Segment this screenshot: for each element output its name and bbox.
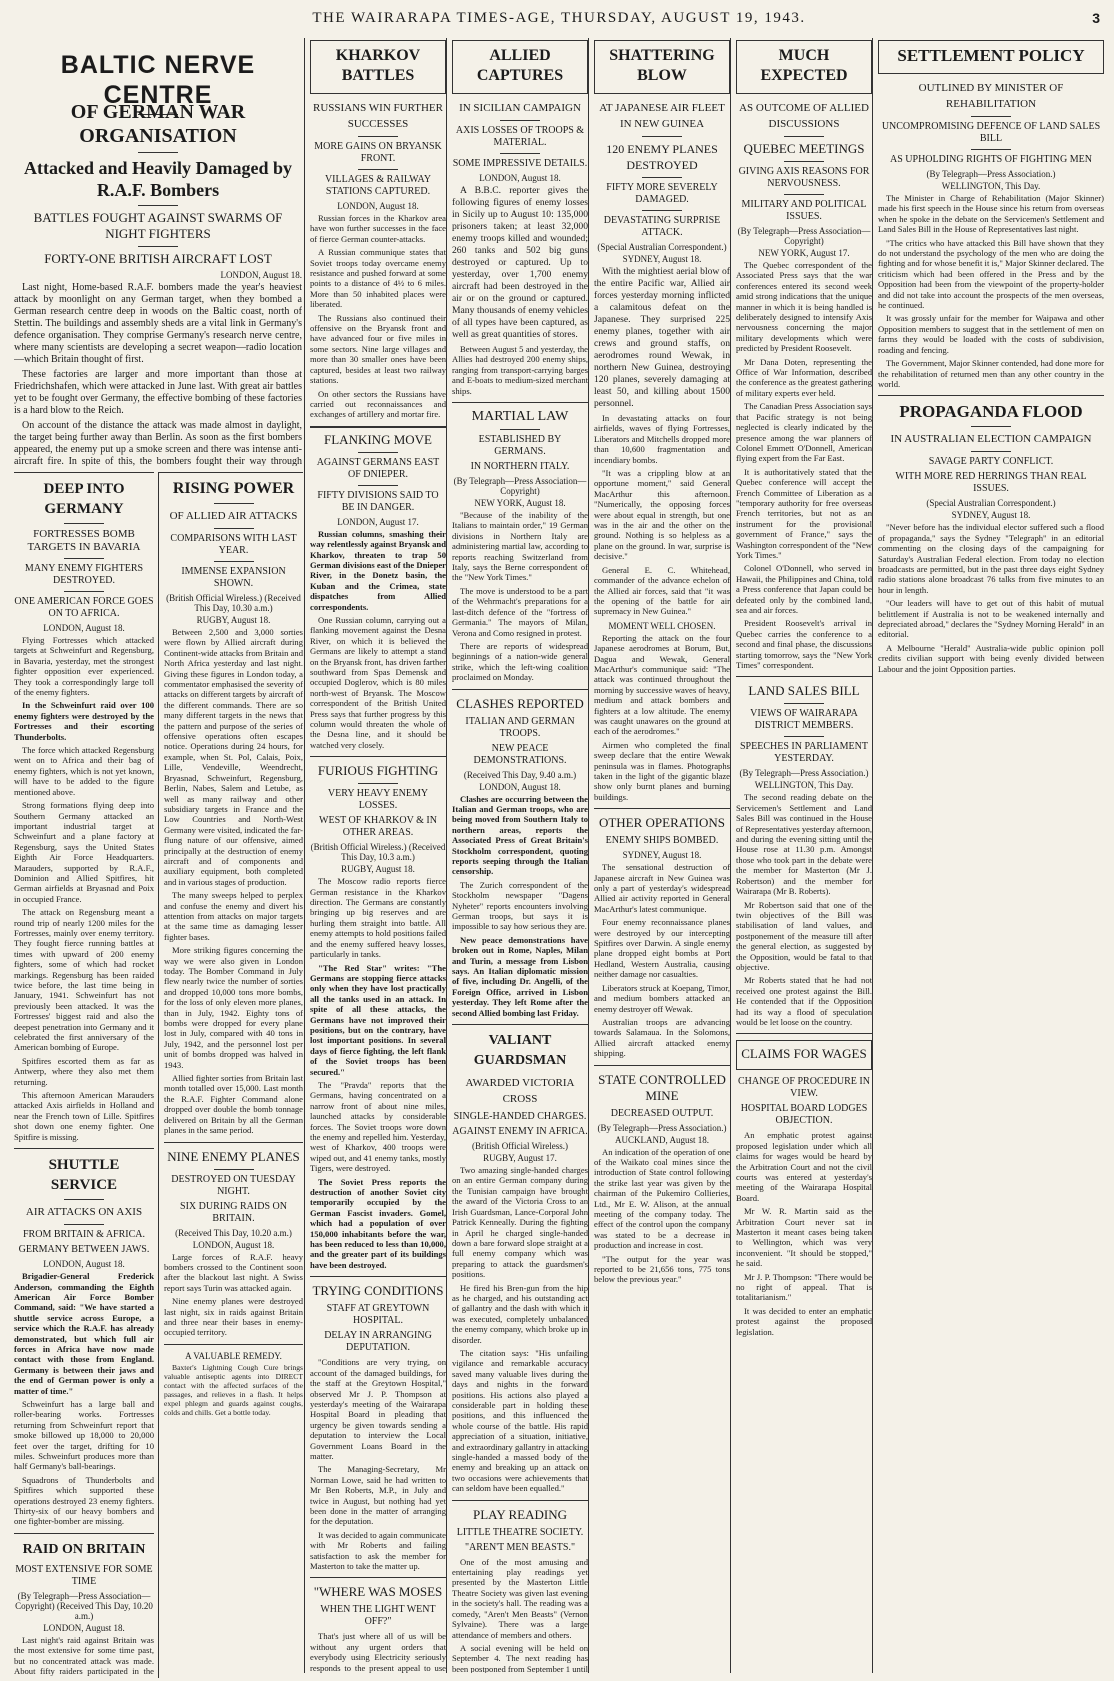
shattering-deck4: DEVASTATING SURPRISE ATTACK. (603, 215, 721, 238)
other-dateline: SYDNEY, August 18. (622, 850, 702, 861)
clashes-paragraph: Clashes are occurring between the Italian and German troops, who are being moved from Southern Italy to northern areas, reports the Associated Press of Great Britain's Stockholm correspondent, quoting reports seeping through the Italian censorship. (452, 793, 588, 877)
settlement-paragraph: "The critics who have attacked this Bill have shown that they do not understand the psychology of the men who are doing the fighting and for whose benefit it is," Major Skinner declared. The criticism which had been offered in the Press and by the Opposition had been from the viewpoint of the property-holder and did not take into account the prospects of the men overseas, he continued. (878, 237, 1104, 311)
nine-deck1: DESTROYED ON TUESDAY NIGHT. (171, 1173, 296, 1197)
divider (358, 169, 398, 170)
divider (214, 1169, 254, 1170)
propaganda-deck1: IN AUSTRALIAN ELECTION CAMPAIGN (890, 433, 1092, 446)
expected-paragraph: Mr Dana Doten, representing the Office of War Information, described the conference as the greatest gathering of military experts ever held. (736, 356, 872, 398)
page-number: 3 (1092, 10, 1100, 26)
nine-paragraph: Large forces of R.A.F. heavy bombers crossed to the Continent soon after the blackout last night. A Swiss report says Turin was attacked again. (164, 1251, 303, 1293)
trying-deck1: STAFF AT GREYTOWN HOSPITAL. (326, 1303, 430, 1327)
clashes-deck2: NEW PEACE DEMONSTRATIONS. (473, 742, 567, 766)
deep-paragraph: In the Schweinfurt raid over 100 enemy fighters were destroyed by the Fortresses and their escorting Thunderbolts. (14, 700, 154, 742)
claims-box (736, 1040, 872, 1070)
expected-deck4: MILITARY AND POLITICAL ISSUES. (741, 199, 867, 222)
divider (64, 558, 104, 559)
valiant-deck1: AWARDED VICTORIA CROSS (465, 1077, 575, 1106)
kharkov-headline: KHARKOV BATTLES (335, 47, 421, 84)
divider (500, 120, 540, 121)
trying-paragraph: "Conditions are very trying, on account of the damaged buildings, for the staff at the Greytown Hospital," observed Mr J. P. Thompson at yesterday's meeting of the Wairarapa Hospital Board in pleading that urgency be given towards sending a deputation to interview the Local Government Loans Board in the matter. (310, 1357, 446, 1461)
shattering-paragraph: In devastating attacks on four airfields, waves of flying Fortresses, Liberators and Mitchells dropped more than 10,600 fragmentation and incendiary bombs. (594, 413, 730, 465)
divider (164, 1344, 303, 1345)
kharkov-deck2: MORE GAINS ON BRYANSK FRONT. (314, 141, 442, 164)
divider (64, 591, 104, 592)
shattering-deck2: 120 ENEMY PLANES DESTROYED (606, 142, 718, 172)
propaganda-paragraph: A Melbourne "Herald" Australia-wide public opinion poll credits civilian support with being evenly divided between Labour and the joint Opposition parties. (878, 642, 1104, 674)
divider (214, 503, 254, 504)
divider (164, 1142, 303, 1143)
kharkov-box (310, 40, 446, 94)
raid-wire: (By Telegraph—Press Association—Copyright) (Received This Day, 10.20 a.m.) (15, 1590, 153, 1621)
trying-deck2: DELAY IN ARRANGING DEPUTATION. (324, 1330, 432, 1354)
settlement-paragraph: The Minister in Charge of Rehabilitation (Major Skinner) made his first speech in the House since his return from overseas when he spoke in the debate on the Servicemen's Settlement and Land Sales Bill in the House of Representatives last night. (878, 193, 1104, 235)
rising-dateline: RUGBY, August 18. (196, 615, 271, 625)
divider (642, 136, 682, 137)
play-headline: PLAY READING (472, 1506, 567, 1522)
trying-paragraph: It was decided to again communicate with Mr Roberts and failing satisfaction to ask the member for Masterton to take the matter up. (310, 1529, 446, 1571)
valiant-dateline: RUGBY, August 17. (483, 1153, 557, 1164)
divider (971, 451, 1011, 452)
divider (971, 149, 1011, 150)
baltic-dateline: LONDON, August 18. (220, 270, 302, 280)
settlement-headline: SETTLEMENT POLICY (897, 46, 1085, 65)
captures-dateline: LONDON, August 18. (479, 173, 561, 183)
landsales-wire: (By Telegraph—Press Association.) (739, 768, 869, 779)
deep-paragraph: Spitfires escorted them as far as Antwerp, where they also met them returning. (14, 1055, 154, 1087)
baltic-headline: BALTIC NERVE CENTRE (60, 51, 256, 109)
claims-paragraph: An emphatic protest against proposed legislation under which all claims for wages would be heard by the Arbitration Court and not the civil courts was entered at yesterday's meeting of the Wairarapa Hospital Board. (736, 1130, 872, 1203)
clashes-deck1: ITALIAN AND GERMAN TROOPS. (465, 715, 575, 739)
divider (358, 136, 398, 137)
other-paragraph: Liberators struck at Koepang, Timor, and medium bombers attacked an enemy destroyer off Wewak. (594, 982, 730, 1014)
divider (64, 1199, 104, 1200)
deep-paragraph: The attack on Regensburg meant a round trip of nearly 1200 miles for the Fortresses, mainly over enemy territory. They fought fierce running battles at times with upward of 200 enemy fighters, some of which had rocket markings. Regensburg has been raided twice before, the last time being in January, 1941. Schweinfurt has not previously been attacked. It was the Fortresses' biggest raid and also the deepest penetration into Germany and it celebrated the first anniversary of the American bombing of Europe. (14, 907, 154, 1053)
propaganda-headline: PROPAGANDA FLOOD (899, 402, 1083, 422)
captures-paragraph: A B.B.C. reporter gives the following figures of enemy losses in Sicily up to August 10: 135,000 prisoners taken; at least 32,000 enemy troops killed and wounded; 260 tanks and 502 big guns destroyed or captured. Up to yesterday, over 1,700 enemy aircraft had been destroyed in the air or on the ground or captured. Many thousands of enemy vehicles of all types have been captured, as well as great quantities of stores. (452, 185, 588, 340)
furious-deck1: VERY HEAVY ENEMY LOSSES. (327, 788, 429, 812)
baltic-paragraph: Last night, Home-based R.A.F. bombers made the year's heaviest attack by moonlight on any German target, when they bombed a German research centre deep in woods on the Baltic coast, north of Stettin. The buildings and assembly sheds are a vital link in Germany's defence organisation. They comprise Germany's research nerve centre, where many scientists are developing a secret weapon—radio location—which Britain thought of first. (14, 282, 302, 365)
propaganda-deck2: SAVAGE PARTY CONFLICT. (928, 456, 1054, 468)
moment-headline: MOMENT WELL CHOSEN. (608, 620, 716, 631)
shuttle-headline: SHUTTLE SERVICE (48, 1157, 120, 1194)
other-paragraph: Four enemy reconnaissance planes were destroyed by our intercepting Spitfires over Darwin. A single enemy plane dropped eight bombs at Port Hedland, Western Australia, causing neither damage nor casualties. (594, 917, 730, 980)
shuttle-dateline: LONDON, August 18. (43, 1259, 125, 1270)
valiant-paragraph: The citation says: "His unfailing vigilance and remarkable accuracy saved many valuable lives during the days and nights in the forward positions. His actions also played a considerable part in holding these positions, and this influenced the whole course of the battle. His rapid appreciation of a situation, initiative, and extraordinary gallantry in attacking single-handed a massed body of the enemy and breaking up an attack on two occasions were achievements that can seldom have been equalled." (452, 1347, 588, 1494)
trying-headline: TRYING CONDITIONS (312, 1283, 444, 1299)
divider (642, 210, 682, 211)
deep-paragraph: Strong formations flying deep into Southern Germany attacked an important industrial target at Schweinfurt and a plane factory at Regensburg, says the United States Eighth Air Force Headquarters. Marauders, supported by R.A.F., Dominion and Allied Spitfires, hit German airfields at Bryasnad and Poix in occupied France. (14, 800, 154, 904)
claims-paragraph: Mr W. R. Martin said as the Arbitration Court never sat in Masterton it meant cases being taken to Wellington, which was very inconvenient. "It should be stopped," he said. (736, 1206, 872, 1269)
play-deck1: LITTLE THEATRE SOCIETY. (456, 1526, 584, 1538)
captures-box (452, 40, 588, 94)
expected-paragraph: President Roosevelt's arrival in Quebec carries the conference to a second and final phase, the discussions starting tomorrow, says the "New York Times" correspondent. (736, 618, 872, 671)
masthead (14, 8, 1104, 28)
divider (214, 561, 254, 562)
landsales-headline: LAND SALES BILL (748, 683, 860, 699)
rising-deck2: COMPARISONS WITH LAST YEAR. (170, 533, 297, 556)
masthead-title: THE WAIRARAPA TIMES-AGE, THURSDAY, AUGUST 19, 1943. (312, 10, 806, 26)
landsales-paragraph: Mr Roberts stated that he had not received one protest against the Bill. He contended that if the Opposition had its way a flood of speculation would be let loose on the country. (736, 975, 872, 1027)
divider (784, 161, 824, 162)
captures-deck2: AXIS LOSSES OF TROOPS & MATERIAL. (455, 125, 585, 148)
claims-deck2: HOSPITAL BOARD LODGES OBJECTION. (740, 1103, 868, 1127)
raid-headline: RAID ON BRITAIN (22, 1541, 146, 1557)
divider (452, 1024, 588, 1025)
rising-paragraph: More striking figures concerning the way we were also given in London today. The Bomber Command in July flew nearly twice the number of sorties and dropped 10,000 tons more bombs, for the loss of only eleven more planes, than in July, 1942. Eighty tons of bombs were dropped for every plane lost in July, compared with 40 tons in July, 1942, and the personnel lost per unit of bombs dropped was halved in 1943. (164, 945, 303, 1070)
clashes-wire: (Received This Day, 9.40 a.m.) (463, 769, 577, 780)
other-paragraph: The sensational destruction of Japanese aircraft in New Guinea was only a part of yesterday's widespread Allied air activity reported in General MacArthur's latest communique. (594, 862, 730, 914)
rising-deck1: OF ALLIED AIR ATTACKS (169, 510, 298, 522)
furious-paragraph: The "Pravda" reports that the Germans, having concentrated on a narrow front of about nine miles, launched attacks by considerable forces. The Soviet troops wore down the enemy and repelled him. Yesterday, west of Kharkov, 400 troops were wiped out, and 41 enemy tanks, mostly Tigers, were destroyed. (310, 1079, 446, 1174)
shuttle-paragraph: Schweinfurt has a large ball and roller-bearing works. Fortresses returning from Schweinfurt report that smoke billowed up 18,000 to 20,000 feet over the target, drifting for 10 miles. Schweinfurt produces more than half Germany's ball-bearings. (14, 1398, 154, 1472)
column-shattering (588, 38, 730, 1673)
valiant-headline: VALIANT GUARDSMAN (473, 1033, 567, 1069)
nine-deck2: SIX DURING RAIDS ON BRITAIN. (180, 1200, 287, 1224)
settlement-paragraph: The Government, Major Skinner contended, had done more for the rehabilitation of returned men than any other country in the world. (878, 358, 1104, 389)
flanking-deck1: AGAINST GERMANS EAST OF DNIEPER. (316, 456, 440, 480)
play-paragraph: One of the most amusing and entertaining play readings yet presented by the Masterton Little Theatre Society was given last evening in the society's hall. The reading was a comedy, "Aren't Men Beasts" (Vernon Sylvaine). There was a large attendance of members and others. (452, 1556, 588, 1640)
propaganda-dateline: SYDNEY, August 18. (951, 510, 1031, 521)
deep-headline: DEEP INTO GERMANY (43, 481, 125, 517)
divider (736, 1033, 872, 1034)
nine-headline: NINE ENEMY PLANES (167, 1148, 300, 1164)
column-settlement (872, 38, 1104, 1673)
divider (594, 1065, 730, 1066)
trying-paragraph: The Managing-Secretary, Mr Norman Lowe, said he had written to Mr Ben Roberts, M.P., in July and twice in August, but nothing had yet been done in the matter of arranging for the deputation. (310, 1464, 446, 1527)
shattering-paragraph: General E. C. Whitehead, commander of the advance echelon of the Allied air forces, said that "it was the opening of the battle for air supremacy in New Guinea." (594, 564, 730, 617)
shattering-dateline: SYDNEY, August 18. (622, 254, 702, 264)
divider (784, 736, 824, 737)
rising-headline: RISING POWER (172, 480, 295, 497)
furious-paragraph: The Moscow radio reports fierce German resistance in the Kharkov direction. The Germans are constantly bringing up big reserves and are hurling them straight into battle. All enemy attempts to hold positions failed and the enemy suffered heavy losses, particularly in tanks. (310, 876, 446, 960)
state-headline: STATE CONTROLLED MINE (598, 1071, 726, 1103)
play-paragraph: A social evening will be held on September 4. The next reading has been postponed from September 1 until (452, 1642, 588, 1673)
flanking-deck2: FIFTY DIVISIONS SAID TO BE IN DANGER. (317, 489, 439, 513)
divider (310, 1276, 446, 1277)
nine-wire: (Received This Day, 10.20 a.m.) (175, 1227, 292, 1238)
flanking-paragraph: One Russian column, carrying out a flanking movement against the Desna River, on which it is believed the Germans are likely to attempt a stand on the Bryansk front, has driven farther southward from Spas Demensk and occupied Doglerov, which is 80 miles north-west of Bryansk. The Moscow correspondent of the British United Press says that further progress by this column would threaten the whole of the Desna line, and it should be watched very closely. (310, 614, 446, 750)
shattering-deck3: FIFTY MORE SEVERELY DAMAGED. (606, 182, 718, 205)
expected-box (736, 40, 872, 94)
shattering-deck1: AT JAPANESE AIR FLEET IN NEW GUINEA (599, 102, 725, 130)
state-wire: (By Telegraph—Press Association.) (597, 1122, 727, 1133)
deep-dateline: LONDON, August 18. (43, 623, 125, 633)
martial-paragraph: The move is understood to be a part of the Wehrmacht's preparations for a last-ditch defence of the "fortress of Germania." The mayors of Milan, Verona and Como resigned in protest. (452, 585, 588, 638)
baltic-paragraph: These factories are larger and more important than those at Friedrichshafen, which were attacked in June last. With great air battles yet to be fought over Germany, the effective bombing of these factories is a hard blow to the Reich. (14, 369, 302, 416)
moses-deck1: WHEN THE LIGHT WENT OFF?" (320, 1604, 436, 1628)
claims-headline: CLAIMS FOR WAGES (741, 1046, 867, 1062)
deep-paragraph: This afternoon American Marauders attacked Axis airfields in Holland and near the French town of Lille. Spitfires shot down one enemy fighter. One Spitfire is missing. (14, 1090, 154, 1142)
captures-paragraph: Between August 5 and yesterday, the Allies had destroyed 200 enemy ships, ranging from transport-carrying barges and E-boats to medium-sized merchant ships. (452, 344, 588, 396)
baltic-paragraph: On account of the distance the attack was made almost in daylight, the target being further away than Berlin. As soon as the first bombers appeared, the enemy put up a smoke screen and there was intense anti-aircraft fire. In spite of this, the bombers fought their way through (14, 420, 302, 466)
landsales-deck2: SPEECHES IN PARLIAMENT YESTERDAY. (740, 741, 868, 765)
kharkov-paragraph: Russian forces in the Kharkov area have won further successes in the face of fierce German counter-attacks. (310, 213, 446, 244)
divider (358, 783, 398, 784)
kharkov-deck3: VILLAGES & RAILWAY STATIONS CAPTURED. (324, 174, 432, 197)
baltic-deck3: BATTLES FOUGHT AGAINST SWARMS OF NIGHT FIGHTERS (33, 210, 283, 241)
column-deep (14, 472, 154, 1678)
raid-deck1: MOST EXTENSIVE FOR SOME TIME (15, 1563, 153, 1587)
expected-headline: MUCH EXPECTED (760, 47, 848, 84)
expected-wire: (By Telegraph—Press Association—Copyright) (737, 226, 871, 246)
valiant-paragraph: He fired his Bren-gun from the hip as he charged, and his outstanding act of gallantry and the dash with which it was executed, completely unbalanced the enemy company, which broke up in disorder. (452, 1282, 588, 1345)
divider (64, 523, 104, 524)
column-expected (730, 38, 872, 1673)
deep-deck2: MANY ENEMY FIGHTERS DESTROYED. (24, 563, 144, 586)
rising-paragraph: Between 2,500 and 3,000 sorties were flown by Allied aircraft during Continent-wide attacks from Britain and North Africa yesterday and last night. Giving these figures in London today, a commentator emphasised the severity of attacks on different targets by aircraft of the different commands. There are so many different targets in the news that the pattern and purpose of the series of offensive operations often escapes notice. Operations during 24 hours, for example, when St. Pol, Calais, Poix, Lille, Vendeville, Weendrecht, Bryasnad, Schweinfurt, Regensburg, Berlin, Nabes, Salem and Letube, as well as many railway and other subsidiary targets in France and the Low Countries and North-West Germany were visited, indicated the far-flung nature of our offensive, aimed principally at the destruction of enemy aircraft and of components and auxiliary equipment, both completed and in various stages of production. (164, 627, 303, 887)
divider (358, 452, 398, 453)
settlement-box (878, 40, 1104, 74)
state-dateline: AUCKLAND, August 18. (614, 1134, 709, 1145)
divider (500, 153, 540, 154)
deep-deck3: ONE AMERICAN FORCE GOES ON TO AFRICA. (14, 596, 154, 619)
clashes-headline: CLASHES REPORTED (456, 695, 584, 711)
divider (971, 116, 1011, 117)
moment-paragraph: Airmen who completed the final sweep declare that the entire Wewak peninsula was in flames. Photographs taken in the light of the gigantic blaze show only burnt planes and burning buildings. (594, 739, 730, 802)
flanking-dateline: LONDON, August 17. (337, 516, 419, 527)
shuttle-deck1: AIR ATTACKS ON AXIS (25, 1206, 143, 1219)
baltic-deck2: Attacked and Heavily Damaged by R.A.F. Bombers (23, 158, 292, 200)
captures-deck1: IN SICILIAN CAMPAIGN (459, 102, 581, 114)
divider (214, 528, 254, 529)
divider (310, 1577, 446, 1578)
remedy-title: A VALUABLE REMEDY. (185, 1350, 282, 1361)
divider (594, 808, 730, 809)
divider (64, 1224, 104, 1225)
divider (878, 395, 1104, 396)
remedy-text: Baxter's Lightning Cough Cure brings valuable antiseptic agents into DIRECT contact with the affected surfaces of the passages, and relieves in a flash. It helps expel phlegm and guards against coughs, colds and chills. Get a bottle today. (164, 1362, 303, 1417)
furious-deck2: WEST OF KHARKOV & IN OTHER AREAS. (319, 815, 437, 839)
claims-deck1: CHANGE OF PROCEDURE IN VIEW. (738, 1076, 870, 1100)
propaganda-deck3: WITH MORE RED HERRINGS THAN REAL ISSUES. (895, 471, 1087, 495)
martial-paragraph: There are reports of widespread beginnings of a nation-wide general strike, which the left-wing coalition proclaimed on Monday. (452, 640, 588, 683)
claims-paragraph: It was decided to enter an emphatic protest against the proposed legislation. (736, 1305, 872, 1337)
flanking-headline: FLANKING MOVE (324, 431, 432, 447)
divider (784, 703, 824, 704)
moment-paragraph: Reporting the attack on the four Japanese aerodromes at Borum, But, Dagua and Wewak, General MacArthur's communique said: "The attack was continued throughout the morning by successive waves of heavy, medium and attack bombers and fighters at a low altitude. The enemy was caught unawares on the ground at each of the aerodromes." (594, 632, 730, 737)
moses-paragraph: That's just where all of us will be without any urgent orders that everybody using Electricity seriously responds to the present appeal to use (310, 1631, 446, 1673)
martial-deck1: ESTABLISHED BY GERMANS. (478, 434, 562, 458)
shattering-paragraph: With the mightiest aerial blow of the entire Pacific war, Allied air forces yesterday morning inflicted a calamitous defeat on the Japanese. They surprised 225 enemy planes, together with air crews and ground staffs, on aerodromes round Wewak, in northern New Guinea, destroying 120 planes, severely damaging at least 50, and killing about 1500 personnel. (594, 266, 730, 409)
martial-paragraph: "Because of the inability of the Italians to maintain order," 19 German divisions in Northern Italy are administering martial law, according to reports reaching Switzerland from Italy, says the Berne correspondent of the "New York Times." (452, 510, 588, 583)
divider (138, 205, 178, 206)
furious-paragraph: "The Red Star" writes: "The Germans are stopping fierce attacks only when they have lost practically all the tanks used in an attack. In spite of all these attacks, the Germans have not improved their positions, but on the contrary, have lost important positions. In several days of fierce fighting, the left flank of the Soviet troops has been secured." (310, 962, 446, 1077)
furious-dateline: RUGBY, August 18. (341, 864, 415, 875)
state-paragraph: An indication of the operation of one of the Waikato coal mines since the introduction of State control following the strike last year was given by the chairman of the Pukemiro Collieries, Ltd., Mr E. W. Alison, at the annual meeting of the company today. The effect of the control upon the company was stated to be a decrease in production and increase in cost. (594, 1146, 730, 1251)
settlement-wire: (By Telegraph—Press Association.) (926, 169, 1056, 179)
martial-dateline: NEW YORK, August 18. (474, 498, 566, 509)
expected-dateline: NEW YORK, August 17. (758, 248, 850, 258)
divider (452, 1500, 588, 1501)
claims-paragraph: Mr J. P. Thompson: "There would be no right of appeal. That is totalitarianism." (736, 1271, 872, 1303)
shattering-wire: (Special Australian Correspondent.) (597, 242, 727, 252)
furious-wire: (British Official Wireless.) (Received This Day, 10.3 a.m.) (310, 842, 446, 863)
expected-paragraph: Colonel O'Donnell, who served in Hawaii, the Philippines and China, told a Press conference that Japan could be defeated only by the combined land, sea and air forces. (736, 563, 872, 615)
shuttle-deck3: GERMANY BETWEEN JAWS. (18, 1244, 150, 1256)
baltic-deck4: FORTY-ONE BRITISH AIRCRAFT LOST (44, 251, 272, 266)
divider (138, 246, 178, 247)
deep-paragraph: Flying Fortresses which attacked targets at Schweinfurt and Regensburg, in Bavaria, yesterday, met the strongest fighter opposition ever experienced. They took a correspondingly large toll of the enemy fighters. (14, 635, 154, 698)
expected-paragraph: It is authoritatively stated that the Quebec conference will accept the French Committee of Liberation as a "temporary authority for free overseas French territories, but not as an instrument for the provisional government of France," says the Washington correspondent of the "New York Times." (736, 466, 872, 560)
divider (784, 194, 824, 195)
rising-deck3: IMMENSE EXPANSION SHOWN. (181, 566, 286, 589)
furious-paragraph: The Soviet Press reports the destruction of another Soviet city temporarily occupied by the German Fascist invaders. Gomel, which had a population of over 150,000 inhabitants before the war, has been reduced to less than 10,000, and the greater part of its buildings have been destroyed. (310, 1176, 446, 1270)
raid-paragraph: Last night's raid against Britain was the most extensive for some time past, but no concentrated attack was made. About fifty raiders participated in the (14, 1634, 154, 1677)
expected-deck2: QUEBEC MEETINGS (743, 141, 865, 156)
valiant-paragraph: Two amazing single-handed charges on an entire German company during the Tunisian campaign have brought the award of the Victoria Cross to an Irish Guardsman, Lance-Corporal John Patrick Kenneally. During the fighting in April he charged single-handed down a bare forward slope straight at a full enemy company which was preparing to attack the guardsmen's positions. (452, 1165, 588, 1280)
clashes-dateline: LONDON, August 18. (479, 781, 561, 792)
divider (736, 676, 872, 677)
divider (784, 136, 824, 137)
valiant-deck3: AGAINST ENEMY IN AFRICA. (452, 1126, 588, 1138)
divider (14, 1533, 154, 1534)
propaganda-wire: (Special Australian Correspondent.) (926, 498, 1056, 509)
deep-deck1: FORTRESSES BOMB TARGETS IN BAVARIA (27, 528, 141, 553)
shuttle-paragraph: Squadrons of Thunderbolts and Spitfires which supported these operations destroyed 23 enemy fighters. Thirty-six of our heavy bombers and one fighter-bomber are missing. (14, 1474, 154, 1527)
settlement-deck1: OUTLINED BY MINISTER OF REHABILITATION (918, 82, 1064, 110)
nine-dateline: LONDON, August 18. (192, 1239, 275, 1250)
kharkov-paragraph: A Russian communique states that Soviet troops today overcame enemy resistance and pushed forward at some points to a distance of 4½ to 6 miles. More than 50 inhabited places were liberated. (310, 247, 446, 310)
divider (500, 429, 540, 430)
state-paragraph: "The output for the year was reported to be 21,656 tons, 775 tons below the previous year." (594, 1253, 730, 1285)
rising-wire: (British Official Wireless.) (Received This Day, 10.30 a.m.) (166, 593, 301, 613)
clashes-paragraph: The Zurich correspondent of the Stockholm newspaper "Dagens Nyheter" reports encounters involving German troops, but says it is impossible to say how serious they are. (452, 879, 588, 932)
divider (971, 426, 1011, 427)
state-deck1: DECREASED OUTPUT. (610, 1107, 714, 1119)
other-deck1: ENEMY SHIPS BOMBED. (605, 835, 719, 847)
expected-paragraph: The Canadian Press Association says that Pacific strategy is not being neglected is clearly indicated by the presence among the war planners of Colonel Emmett O'Donnell, American flying expert from the Far East. (736, 401, 872, 464)
divider (358, 485, 398, 486)
expected-paragraph: The Quebec correspondent of the Associated Press says that the war conferences entered its second week amid strong indications that the unique manner in which it is being handled is deliberately designed to intensify Axis nervousness concerning the major military developments which were predicted by President Roosevelt. (736, 260, 872, 354)
other-headline: OTHER OPERATIONS (598, 815, 726, 831)
shattering-box (594, 40, 730, 94)
propaganda-paragraph: "Our leaders will have to get out of this habit of mutual belittlement if Australia is not to be weakened internally and depreciated abroad," declares the "Sydney Morning Herald" in an editorial. (878, 598, 1104, 640)
moses-headline: "WHERE WAS MOSES (313, 1584, 443, 1600)
flanking-paragraph: Russian columns, smashing their way relentlessly against Bryansk and Kharkov, threaten to trap 50 German divisions east of the Dnieper River, in the Donetz basin, the Kuban and the Crimea, state dispatches from Allied correspondents. (310, 528, 446, 612)
nine-paragraph: Nine enemy planes were destroyed last night, six in raids against Britain and three near their bases in enemy-occupied territory. (164, 1296, 303, 1338)
rising-paragraph: Allied fighter sorties from Britain last month totalled over 15,000. Last month the R.A.F. Fighter Command alone dropped over double the bomb tonnage delivered on Britain by all the German planes in the same period. (164, 1073, 303, 1136)
column-kharkov (304, 38, 446, 1673)
furious-headline: FURIOUS FIGHTING (317, 763, 439, 779)
settlement-paragraph: It was grossly unfair for the member for Waipawa and other Opposition members to suggest that in the settlement of men on farms they would be loaded with the costs of subdivision, roading and fencing. (878, 313, 1104, 355)
landsales-deck1: VIEWS OF WAIRARAPA DISTRICT MEMBERS. (750, 708, 858, 732)
shuttle-deck2: FROM BRITAIN & AFRICA. (23, 1229, 145, 1241)
expected-deck3: GIVING AXIS REASONS FOR NERVOUSNESS. (738, 166, 870, 189)
landsales-dateline: WELLINGTON, This Day. (754, 780, 854, 791)
baltic-body (14, 268, 302, 466)
column-captures (446, 38, 588, 1673)
settlement-dateline: WELLINGTON, This Day. (941, 181, 1041, 191)
landsales-paragraph: The second reading debate on the Servicemen's Settlement and Land Sales Bill was continued in the House of Representatives yesterday afternoon, and during the evening sitting until the House rose at 11.30 p.m. Amongst those who took part in the debate were the member for Masterton (Mr J. Robertson) and the member for Wairarapa (Mr B. Roberts). (736, 792, 872, 897)
deep-paragraph: The force which attacked Regensburg went on to Africa and their bag of enemy fighters, which is not yet known, will have to be added to the figure mentioned above. (14, 745, 154, 797)
divider (452, 689, 588, 690)
shattering-paragraph: "It was a crippling blow at an opportune moment," said General MacArthur this afternoon. "Numerically, the opposing forces were about equal in strength, but one was in the air and the other on the ground. Nothing is so helpless as a plane on the ground. In war, surprise is decisive." (594, 468, 730, 562)
shattering-headline: SHATTERING BLOW (609, 47, 715, 84)
kharkov-paragraph: The Russians also continued their offensive on the Bryansk front and have advanced four or five miles in some sectors. Nine large villages and more than 30 smaller ones have been captured, besides at least two railway stations. (310, 312, 446, 386)
martial-wire: (By Telegraph—Press Association—Copyright) (453, 476, 587, 497)
baltic-deck1: OF GERMAN WAR ORGANISATION (70, 101, 246, 147)
captures-headline: ALLIED CAPTURES (476, 47, 564, 84)
valiant-wire: (British Official Wireless.) (471, 1141, 569, 1152)
propaganda-paragraph: "Never before has the individual elector suffered such a flood of propaganda," says the Sydney "Telegraph" in an editorial commenting on the closing days of the campaigning for Saturday's Australian Federal election. From today no election broadcasts are permitted, but in the past three days eight Sydney radio stations alone broadcast 76 talks from five minutes to an hour in length. (878, 522, 1104, 595)
column-rising (158, 472, 303, 1678)
play-deck2: "AREN'T MEN BEASTS." (464, 1541, 576, 1553)
other-paragraph: Australian troops are advancing towards Salamaua. In the Solomons, Allied aircraft attacked enemy shipping. (594, 1016, 730, 1059)
martial-deck2: IN NORTHERN ITALY. (470, 461, 570, 473)
raid-dateline: LONDON, August 18. (43, 1622, 125, 1633)
divider (310, 426, 446, 428)
shuttle-paragraph: Brigadier-General Frederick Anderson, commanding the Eighth American Air Force Bomber Command, said: "We have started a shuttle service across Europe, a service which the R.A.F. has already demonstrated, but which full air forces in Africa have now made contact with those from England. Germany is between their jaws and the end of German power is only a matter of time." (14, 1271, 154, 1396)
divider (14, 1148, 154, 1149)
valiant-deck2: SINGLE-HANDED CHARGES. (453, 1111, 587, 1123)
captures-deck3: SOME IMPRESSIVE DETAILS. (452, 158, 588, 169)
settlement-deck3: AS UPHOLDING RIGHTS OF FIGHTING MEN (890, 154, 1092, 165)
landsales-paragraph: Mr Robertson said that one of the twin objectives of the Bill was stabilisation of land values, and postponement of the measure till after the general election, as suggested by the Opposition, would be fatal to that objective. (736, 899, 872, 972)
divider (310, 756, 446, 757)
rising-paragraph: The many sweeps helped to perplex and confuse the enemy and divert his attention from attacks on major targets at the same time as damaging lesser fighter bases. (164, 890, 303, 942)
kharkov-deck1: RUSSIANS WIN FURTHER SUCCESSES (313, 102, 443, 130)
kharkov-paragraph: On other sectors the Russians have carried out reconnaissances and exchanges of artillery and mortar fire. (310, 388, 446, 420)
expected-deck1: AS OUTCOME OF ALLIED DISCUSSIONS (739, 102, 869, 130)
divider (138, 152, 178, 153)
divider (642, 177, 682, 178)
kharkov-dateline: LONDON, August 18. (337, 201, 419, 211)
settlement-deck2: UNCOMPROMISING DEFENCE OF LAND SALES BILL (881, 121, 1101, 144)
martial-headline: MARTIAL LAW (471, 409, 569, 425)
divider (452, 402, 588, 403)
clashes-paragraph: New peace demonstrations have broken out in Rome, Naples, Milan and Turin, a message from Lisbon says. An Italian diplomatic mission of five, including Dr. Angelli, of the Foreign Office, arrived in Lisbon yesterday. They left Rome after the second Allied bombing last Friday. (452, 934, 588, 1018)
